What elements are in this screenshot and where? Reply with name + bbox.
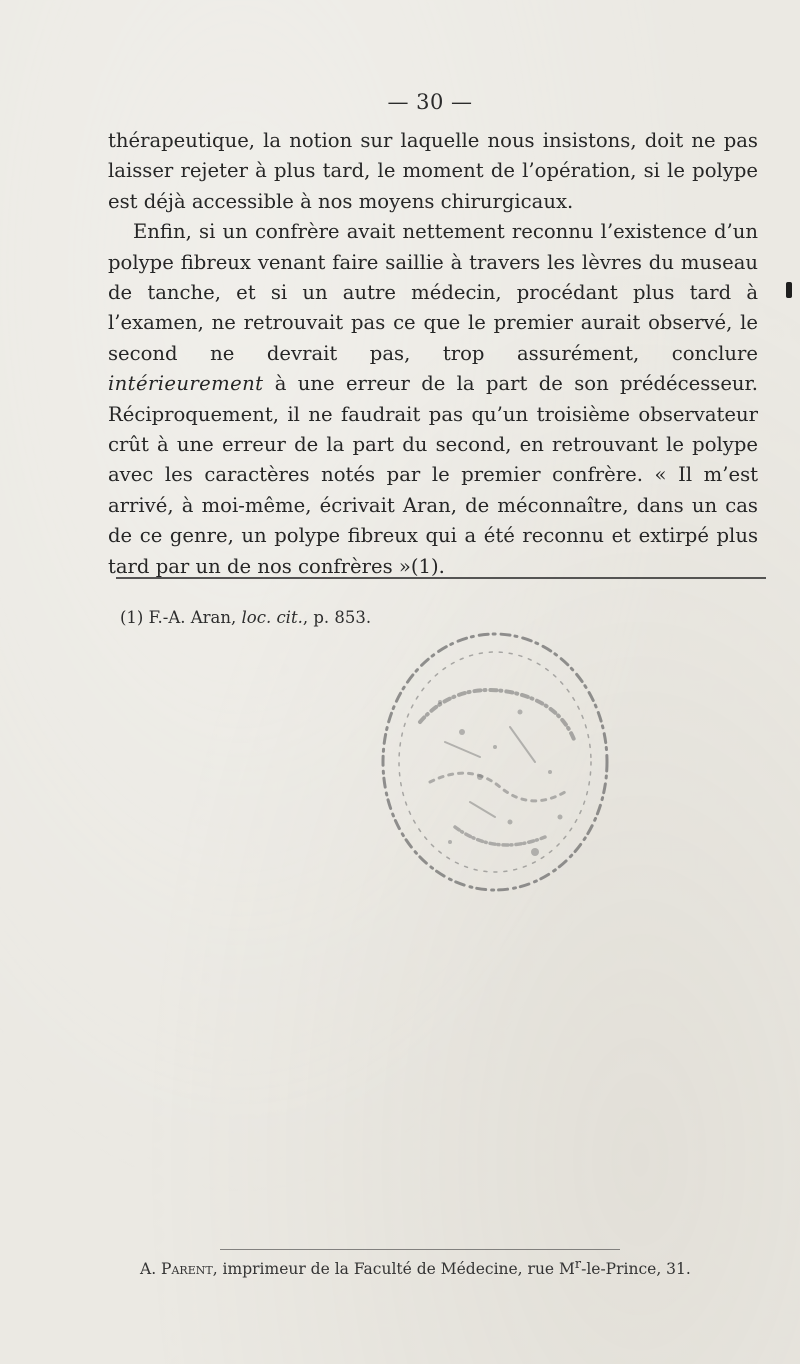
printer-address-sup: r [574, 1257, 582, 1272]
footnote-page-ref: , p. 853. [302, 608, 372, 627]
paragraph-2 [108, 217, 758, 582]
printer-address-2: -le-Prince, 31. [581, 1260, 691, 1279]
printer-imprint [140, 1255, 691, 1279]
italic-word: intérieurement [108, 372, 264, 396]
library-stamp [360, 612, 640, 912]
footnote-divider [116, 577, 766, 579]
printer-name: A. Parent, [140, 1260, 218, 1279]
footnote-marker: (1) [120, 608, 144, 627]
page-number: — 30 — [387, 90, 473, 114]
footnote-author: F.-A. Aran, [148, 608, 237, 627]
printer-address-1: imprimeur de la Faculté de Médecine, rue M [217, 1260, 575, 1279]
footnote [120, 608, 371, 628]
imprint-divider [220, 1249, 620, 1250]
page-edge-mark [786, 282, 792, 298]
paragraph-2-part-1: Enfin, si un confrère avait nettement reconnu l’existence d’un polype fibreux venant faire saillie à travers les lèvres du museau de tanche, et si un autre médecin, procédant plus tard à l’examen, ne retrouvait pas ce que le premier aurait observé, le second ne devrait pas, trop assurément, conclure [108, 220, 758, 365]
paragraph-1: thérapeutique, la notion sur laquelle nous insistons, doit ne pas laisser rejeter à plus tard, le moment de l’opération, si le polype est déjà accessible à nos moyens chirurgicaux. [108, 129, 758, 213]
footnote-reference: loc. cit. [241, 608, 303, 627]
body-text [108, 126, 758, 582]
paragraph-2-part-2: à une erreur de la part de son prédécesseur. Réciproquement, il ne faudrait pas qu’un troisième observateur crût à une erreur de la part du second, en retrouvant le polype avec les caractères notés par le premier confrère. « Il m’est arrivé, à moi-même, écrivait Aran, de méconnaître, dans un cas de ce genre, un polype fibreux qui a été reconnu et extirpé plus tard par un de nos confrères »(1). [108, 372, 758, 578]
